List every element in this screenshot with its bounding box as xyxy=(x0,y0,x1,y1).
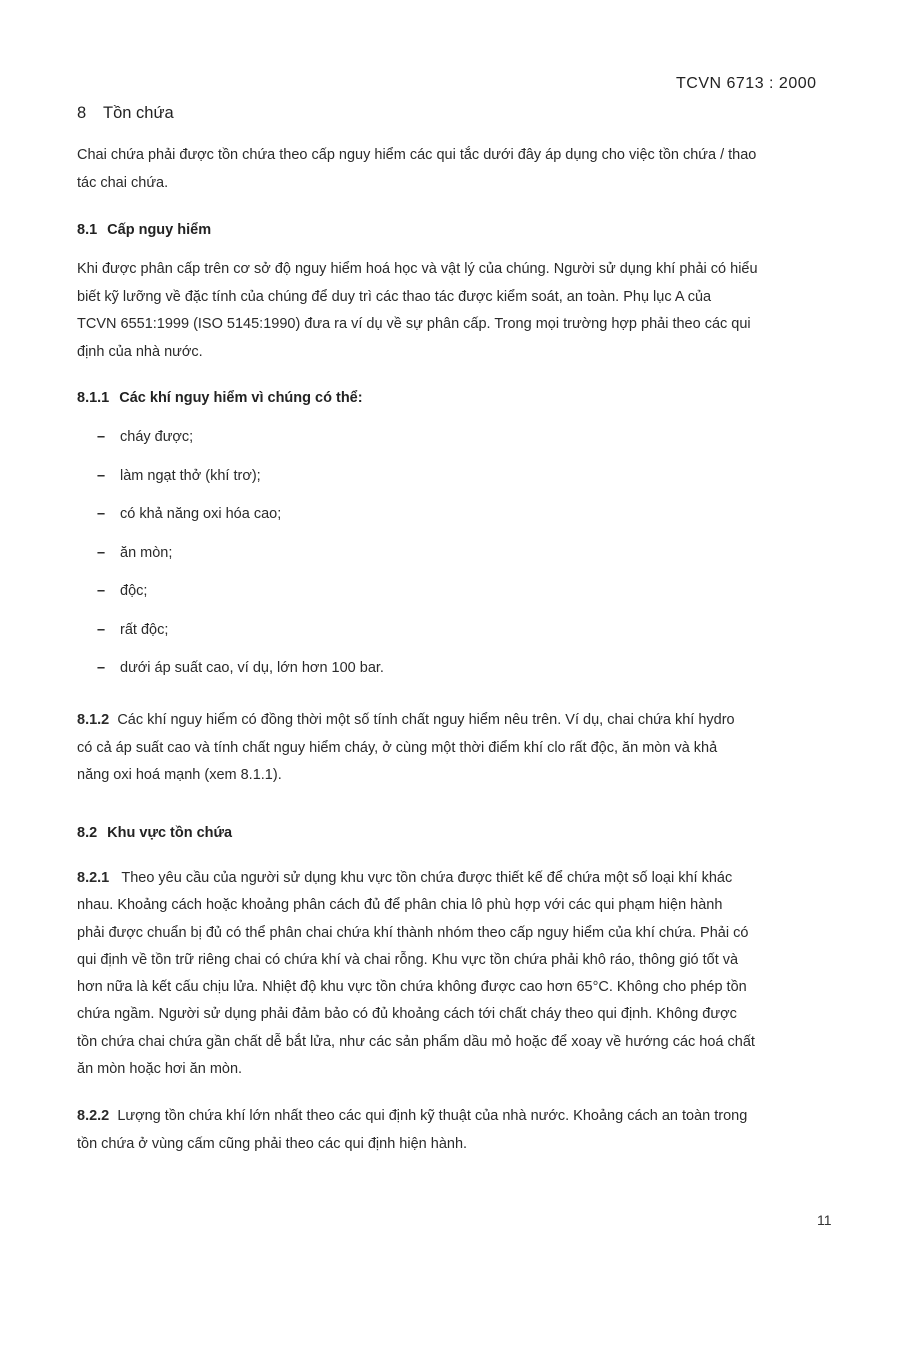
list-item xyxy=(97,463,384,502)
paragraph-line: ăn mòn hoặc hơi ăn mòn. xyxy=(77,1061,243,1078)
clause-first-line: Theo yêu cầu của người sử dụng khu vực tồn chứa được thiết kế để chứa một số loại khí khác xyxy=(121,870,733,886)
paragraph-line: tồn chứa ở vùng cấm cũng phải theo các qui định hiện hành. xyxy=(77,1135,468,1152)
paragraph-line: có cả áp suất cao và tính chất nguy hiểm cháy, ở cùng một thời điểm khí clo rất độc, ăn mòn và khả xyxy=(77,739,718,756)
paragraph-line: qui định về tồn trữ riêng chai có chứa khí và chai rỗng. Khu vực tồn chứa phải khô ráo, thông gió tốt và xyxy=(77,951,739,968)
paragraph-line: TCVN 6551:1999 (ISO 5145:1990) đưa ra ví dụ về sự phân cấp. Trong mọi trường hợp phải theo các qui xyxy=(77,316,751,332)
section-title: Tồn chứa xyxy=(103,104,174,122)
hazard-list xyxy=(97,424,384,694)
list-item xyxy=(97,655,384,694)
paragraph-line: biết kỹ lưỡng về đặc tính của chúng để duy trì các thao tác được kiểm soát, an toàn. Phụ lục A của xyxy=(77,288,712,305)
list-item-text: ăn mòn; xyxy=(120,544,173,561)
section-heading-8 xyxy=(77,104,174,123)
list-item xyxy=(97,617,384,656)
paragraph-line: định của nhà nước. xyxy=(77,343,203,360)
heading-number: 8.1 xyxy=(77,222,98,238)
paragraph-line: tác chai chứa. xyxy=(77,174,169,191)
paragraph-line: nhau. Khoảng cách hoặc khoảng phân cách đủ để phân chia lô phù hợp với các qui phạm hiện hành xyxy=(77,897,723,914)
paragraph-line xyxy=(77,865,837,892)
paragraph-line xyxy=(77,707,837,735)
heading-title: Các khí nguy hiểm vì chúng có thể: xyxy=(119,390,363,406)
dash-bullet: – xyxy=(97,506,106,522)
heading-8-2 xyxy=(77,825,232,841)
list-item-text: cháy được; xyxy=(120,429,194,445)
paragraph-line: hơn nữa là kết cấu chịu lửa. Nhiệt độ khu vực tồn chứa không được cao hơn 65°C. Không cho phép tồn xyxy=(77,979,747,996)
clause-first-line: Các khí nguy hiểm có đồng thời một số tính chất nguy hiểm nêu trên. Ví dụ, chai chứa khí hydro xyxy=(117,712,735,728)
paragraph-8-1-2 xyxy=(77,707,837,790)
dash-bullet: – xyxy=(97,660,106,676)
paragraph-line: năng oxi hoá mạnh (xem 8.1.1). xyxy=(77,767,282,783)
list-item-text: có khả năng oxi hóa cao; xyxy=(120,506,282,522)
clause-number: 8.2.2 xyxy=(77,1108,110,1124)
list-item xyxy=(97,540,384,579)
heading-title: Cấp nguy hiểm xyxy=(107,222,212,238)
paragraph-line: phải được chuẩn bị đủ có thể phân chai chứa khí thành nhóm theo cấp nguy hiểm của khí chứa. Phải có xyxy=(77,924,749,941)
intro-paragraph xyxy=(77,142,837,197)
list-item-text: dưới áp suất cao, ví dụ, lớn hơn 100 bar. xyxy=(120,660,384,676)
clause-number: 8.1.2 xyxy=(77,712,110,728)
section-number: 8 xyxy=(77,104,87,122)
paragraph-8-2-1 xyxy=(77,865,837,1083)
paragraph-8-1 xyxy=(77,256,837,366)
paragraph-line: Khi được phân cấp trên cơ sở độ nguy hiểm hoá học và vật lý của chúng. Người sử dụng khí phải có hiểu xyxy=(77,261,758,277)
list-item xyxy=(97,501,384,540)
list-item-text: độc; xyxy=(120,583,148,599)
list-item-text: làm ngạt thở (khí trơ); xyxy=(120,467,261,484)
heading-number: 8.2 xyxy=(77,825,98,841)
list-item xyxy=(97,578,384,617)
heading-title: Khu vực tồn chứa xyxy=(107,825,233,841)
list-item xyxy=(97,424,384,463)
dash-bullet: – xyxy=(97,621,106,638)
dash-bullet: – xyxy=(97,429,106,445)
list-item-text: rất độc; xyxy=(120,621,169,638)
heading-8-1-1 xyxy=(77,390,363,406)
paragraph-line: chứa ngầm. Người sử dụng phải đảm bảo có đủ khoảng cách tới chất cháy theo qui định. Không được xyxy=(77,1006,737,1023)
page-number: 11 xyxy=(817,1212,832,1228)
dash-bullet: – xyxy=(97,583,106,599)
clause-first-line: Lượng tồn chứa khí lớn nhất theo các qui định kỹ thuật của nhà nước. Khoảng cách an toàn trong xyxy=(117,1108,748,1124)
paragraph-line: tồn chứa chai chứa gần chất dễ bắt lửa, như các sản phẩm dầu mỏ hoặc để xoay về hướng các hoá chất xyxy=(77,1033,755,1050)
dash-bullet: – xyxy=(97,467,106,484)
standard-code: TCVN 6713 : 2000 xyxy=(676,75,817,92)
heading-number: 8.1.1 xyxy=(77,390,110,406)
paragraph-line xyxy=(77,1103,837,1131)
dash-bullet: – xyxy=(97,544,106,561)
heading-8-1 xyxy=(77,222,211,238)
clause-number: 8.2.1 xyxy=(77,870,110,886)
paragraph-8-2-2 xyxy=(77,1103,837,1158)
paragraph-line: Chai chứa phải được tồn chứa theo cấp nguy hiểm các qui tắc dưới đây áp dụng cho việc tồn chứa / thao xyxy=(77,147,757,163)
